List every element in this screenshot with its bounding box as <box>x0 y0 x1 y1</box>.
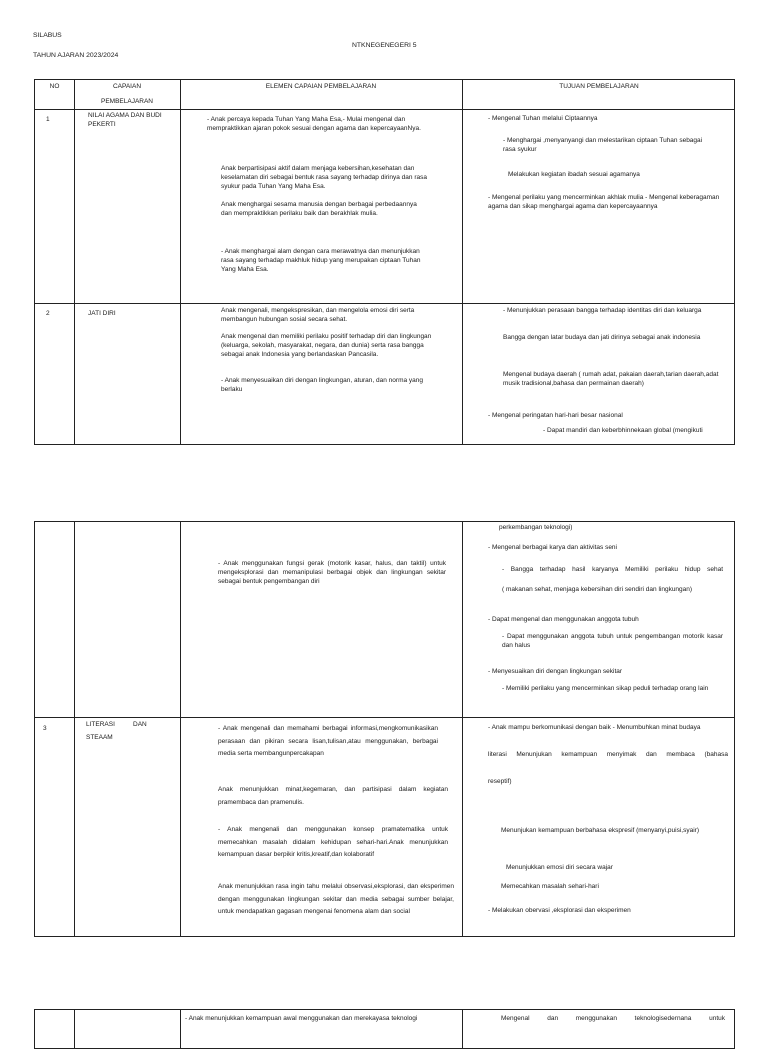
tujuan-text: - Melakukan obervasi ,eksplorasi dan eksperimen <box>488 907 631 914</box>
elemen-text: - Anak menunjukkan kemampuan awal menggunakan dan merekayasa teknologi <box>185 1015 418 1022</box>
elemen-text: Anak menunjukkan rasa ingin tahu melalui observasi,eksplorasi, dan eksperimen dengan menggunakan lingkungan sekitar dan media sebagai sumber belajar, untuk mendapatkan gagasan mengenai fenomena alam dan social <box>218 883 454 916</box>
column-header-elemen: ELEMEN CAPAIAN PEMBELAJARAN <box>265 83 377 90</box>
elemen-text: - Anak percaya kepada Tuhan Yang Maha Esa,- Mulai mengenal dan mempraktikkan ajaran pokok sesuai dengan agama dan kepercayaanNya. <box>207 116 421 133</box>
tujuan-text: ( makanan sehat, menjaga kebersihan diri sendiri dan lingkungan) <box>502 586 693 593</box>
capaian-label: JATI DIRI <box>88 310 116 317</box>
tujuan-text: - Mengenal berbagai karya dan aktivitas seni <box>488 544 617 551</box>
syllabus-table-1 <box>34 79 735 445</box>
tujuan-text: Menunjukan kemampuan berbahasa ekspresif (menyanyi,puisi,syair) <box>501 827 699 834</box>
tujuan-text: - Menyesuaikan diri dengan lingkungan sekitar <box>488 668 623 675</box>
elemen-text: Anak berpartisipasi aktif dalam menjaga kebersihan,kesehatan dan keselamatan diri sebagai bentuk rasa sayang terhadap dirinya dan rasa syukur pada Tuhan Yang Maha Esa. <box>221 165 427 191</box>
tujuan-text: - Anak mampu berkomunikasi dengan baik - Menumbuhkan minat budaya <box>488 724 701 731</box>
tujuan-text: perkembangan teknologi) <box>499 524 573 531</box>
elemen-text: - Anak mengenali dan memahami berbagai informasi,mengkomunikasikan perasaan dan pikiran secara lisan,tulisan,atau menggunakan, berbagai media serta membangunpercakapan <box>218 725 438 758</box>
tujuan-text: Mengenal budaya daerah ( rumah adat, pakaian daerah,tarian daerah,adat musik tradisional,bahasa dan permainan daerah) <box>503 371 719 388</box>
elemen-text: Anak mengenal dan memiliki perilaku positif terhadap diri dan lingkungan (keluarga, sekolah, masyarakat, negara, dan dunia) serta rasa bangga sebagai anak Indonesia yang berlandaskan Pancasila. <box>221 333 432 359</box>
column-header-capaian: CAPAIAN <box>112 83 142 90</box>
tujuan-text: - Dapat menggunakan anggota tubuh untuk pengembangan motorik kasar dan halus <box>502 633 723 650</box>
tujuan-text: Mengenal dan menggunakan teknologisedernana untuk <box>501 1015 725 1022</box>
elemen-text: Anak menunjukkan minat,kegemaran, dan partisipasi dalam kegiatan pramembaca dan pramenulis. <box>218 786 448 806</box>
capaian-label: LITERASI <box>86 721 115 728</box>
tujuan-text: - Mengenal peringatan hari-hari besar nasional <box>488 412 623 419</box>
elemen-text: - Anak menghargai alam dengan cara merawatnya dan menunjukkan rasa sayang terhadap makhluk hidup yang merupakan ciptaan Tuhan Yang Maha Esa. <box>221 248 421 274</box>
tujuan-text: - Menghargai ,menyanyangi dan melestarikan ciptaan Tuhan sebagai rasa syukur <box>503 137 703 154</box>
syllabus-table-2 <box>34 521 735 937</box>
tujuan-text: Melakukan kegiatan ibadah sesuai agamanya <box>508 171 640 178</box>
tujuan-text: Bangga dengan latar budaya dan jati dirinya sebagai anak indonesia <box>503 334 701 341</box>
tujuan-text: - Dapat mengenal dan menggunakan anggota tubuh <box>488 616 639 623</box>
academic-year-label: TAHUN AJARAN 2023/2024 <box>33 52 119 59</box>
row-number: 3 <box>43 725 47 732</box>
elemen-text: Anak menghargai sesama manusia dengan berbagai perbedaannya dan mempraktikkan perilaku baik dan berakhlak mulia. <box>221 201 417 218</box>
capaian-label: DAN <box>133 721 147 728</box>
syllabus-table-3 <box>34 1009 735 1049</box>
tujuan-text: Memecahkan masalah sehari-hari <box>501 883 599 890</box>
tujuan-text: - Dapat mandiri dan keberbhinnekaan global (mengikuti <box>543 427 703 434</box>
row-number: 1 <box>46 116 50 123</box>
column-header-no: NO <box>49 83 60 90</box>
school-name: NTKNEGENEGERI 5 <box>352 42 417 49</box>
elemen-text: Anak mengenali, mengekspresikan, dan mengelola emosi diri serta membangun hubungan sosial secara sehat. <box>221 307 415 324</box>
tujuan-text: - Memiliki perilaku yang mencerminkan sikap peduli terhadap orang lain <box>502 685 709 692</box>
tujuan-text: Menunjukkan emosi diri secara wajar <box>506 864 613 871</box>
silabus-label: SILABUS <box>33 32 62 39</box>
column-header-capaian-2: PEMBELAJARAN <box>100 98 154 105</box>
elemen-text: - Anak mengenali dan menggunakan konsep pramatematika untuk memecahkan masalah didalam kehidupan sehari-hari.Anak menunjukkan kemampuan dasar berpikir kritis,kreatif,dan kolaboratif <box>218 826 448 859</box>
tujuan-text: - Mengenal perilaku yang mencerminkan akhlak mulia - Mengenal keberagaman agama dan sikap menghargai agama dan kepercayaannya <box>488 194 720 211</box>
tujuan-text: - Bangga terhadap hasil karyanya Memiliki perilaku hidup sehat <box>502 566 723 573</box>
tujuan-text: - Mengenal Tuhan melalui Ciptaannya <box>488 115 598 122</box>
column-header-tujuan: TUJUAN PEMBELAJARAN <box>559 83 639 90</box>
tujuan-text: reseptif) <box>488 778 512 785</box>
row-number: 2 <box>46 310 50 317</box>
tujuan-text: - Menunjukkan perasaan bangga terhadap identitas diri dan keluarga <box>503 307 702 314</box>
elemen-text: - Anak menggunakan fungsi gerak (motorik kasar, halus, dan taktil) untuk mengeksplorasi dan memanipulasi berbagai objek dan lingkungan sekitar sebagai bentuk pengembangan diri <box>218 560 446 586</box>
capaian-label: STEAAM <box>86 734 113 741</box>
capaian-label: NILAI AGAMA DAN BUDI PEKERTI <box>88 112 162 129</box>
tujuan-text: literasi Menunjukan kemampuan menyimak dan membaca (bahasa <box>488 751 728 758</box>
elemen-text: - Anak menyesuaikan diri dengan lingkungan, aturan, dan norma yang berlaku <box>221 377 423 394</box>
